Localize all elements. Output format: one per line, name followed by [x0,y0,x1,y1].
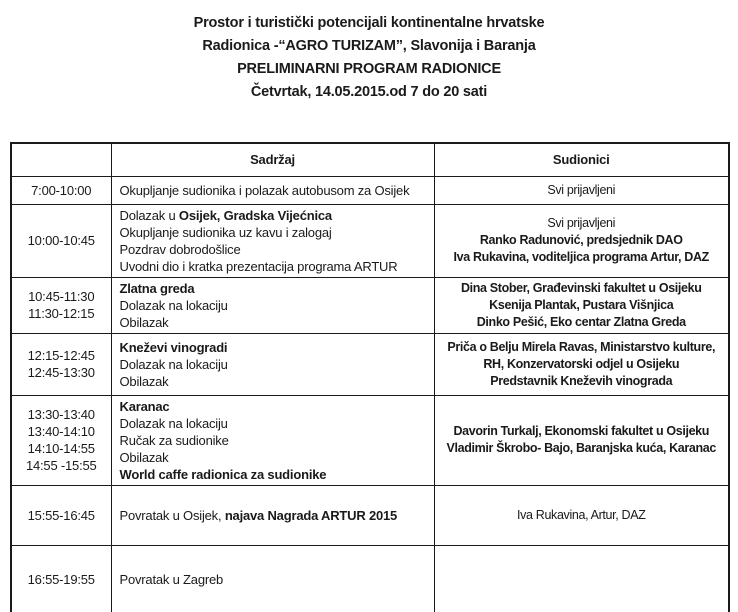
text-segment: Dolazak na lokaciju [119,356,228,372]
participant-line [439,373,725,390]
time-line [16,423,107,440]
content-line [120,466,428,483]
participants-cell [434,277,729,333]
content-line [120,207,428,224]
text-segment: Priča o Belju Mirela Ravas, Ministarstvo kulture, RH, Konzervatorski odjel u Osijeku [447,339,716,371]
participants-cell [434,176,729,204]
program-table-body [11,176,729,612]
table-row [11,176,729,204]
text-segment: 14:10-14:55 [27,441,95,456]
title-line-4: Četvrtak, 14.05.2015.od 7 do 20 sati [250,84,488,100]
text-segment: Okupljanje sudionika uz kavu i zalogaj [119,224,332,240]
text-segment: 10:00-10:45 [27,233,95,248]
title-line-1: Prostor i turistički potencijali kontinentalne hrvatske [193,15,545,31]
time-line [16,507,107,524]
text-segment: Svi prijavljeni [547,182,616,197]
time-line [16,364,107,381]
participant-line [439,249,725,266]
text-segment: Kneževi vinogradi [119,339,228,355]
participant-line [439,440,725,457]
time-cell [11,333,111,395]
time-line [16,232,107,249]
text-segment: 15:55-16:45 [27,507,95,523]
program-table [10,142,730,612]
content-line [120,258,428,275]
text-segment: 13:30-13:40 [27,407,95,422]
participants-cell [434,204,729,277]
content-line [120,356,428,373]
participant-line [439,215,725,232]
content-line [120,241,428,258]
text-segment: Uvodni dio i kratka prezentacija programa ARTUR [119,258,398,274]
time-cell [11,277,111,333]
text-segment: Dina Stober, Građevinski fakultet u Osijeku [460,280,702,295]
title-line-3: PRELIMINARNI PROGRAM RADIONICE [237,61,501,77]
time-line [16,347,107,364]
header-cell-time [11,143,111,176]
text-segment: Ručak za sudionike [119,432,229,448]
text-segment: Pozdrav dobrodošlice [119,241,241,257]
text-segment: Ranko Radunović, predsjednik DAO [479,233,683,247]
text-segment: najava Nagrada ARTUR 2015 [224,507,398,523]
text-segment: 11:30-12:15 [28,306,95,321]
content-cell [111,277,434,333]
text-segment: 16:55-19:55 [27,572,95,588]
participant-line [439,423,725,440]
text-segment: 14:55 -15:55 [25,458,97,473]
program-table-header [11,143,729,176]
participants-cell [434,485,729,545]
title-line-2: Radionica -“AGRO TURIZAM”, Slavonija i Baranja [202,38,536,54]
table-row [11,277,729,333]
text-segment: Povratak u Zagreb [119,572,224,588]
text-segment: Dolazak na lokaciju [119,297,228,313]
participant-line [439,182,725,199]
text-segment: Davorin Turkalj, Ekonomski fakultet u Osijeku [453,424,710,438]
time-cell [11,395,111,485]
time-cell [11,176,111,204]
time-line [16,288,107,305]
text-segment: Zlatna greda [119,280,195,296]
table-row [11,485,729,545]
text-segment: 10:45-11:30 [28,289,95,304]
time-cell [11,204,111,277]
text-segment: Osijek, Gradska Vijećnica [178,207,332,223]
text-segment: Karanac [119,398,170,414]
time-line [16,182,107,199]
content-line [120,432,428,449]
content-line [120,280,428,297]
text-segment: Vladimir Škrobo- Bajo, Baranjska kuća, Karanac [446,441,716,455]
content-line [120,415,428,432]
content-cell [111,545,434,612]
content-line [120,314,428,331]
text-segment: Ksenija Plantak, Pustara Višnjica [489,297,674,312]
text-segment: Dinko Pešić, Eko centar Zlatna Greda [476,314,686,329]
document-title-block [0,0,738,104]
text-segment: Dolazak na lokaciju [119,415,228,431]
participant-line [439,297,725,314]
participant-line [439,280,725,297]
participants-cell [434,395,729,485]
table-row [11,545,729,612]
text-segment: Okupljanje sudionika i polazak autobusom za Osijek [119,182,410,198]
content-line [120,507,428,524]
content-line [120,571,428,588]
text-segment: 12:15-12:45 [27,348,95,363]
header-cell-content: Sadržaj [111,143,434,176]
content-line [120,297,428,314]
text-segment: Predstavnik Kneževih vinograda [490,373,673,388]
content-line [120,182,428,199]
content-line [120,339,428,356]
content-line [120,224,428,241]
content-line [120,398,428,415]
text-segment: Obilazak [119,449,169,465]
content-line [120,449,428,466]
text-segment: World caffe radionica za sudionike [119,466,327,482]
time-line [16,440,107,457]
text-segment: Svi prijavljeni [547,216,616,230]
participants-cell [434,333,729,395]
time-line [16,406,107,423]
time-cell [11,545,111,612]
text-segment: Obilazak [119,373,169,389]
table-row [11,395,729,485]
text-segment: Povratak u Osijek, [119,507,225,523]
content-cell [111,485,434,545]
time-line [16,571,107,588]
text-segment: Iva Rukavina, voditeljica programa Artur, DAZ [453,250,709,264]
content-line [120,373,428,390]
text-segment: Iva Rukavina, Artur, DAZ [517,507,646,522]
participant-line [439,314,725,331]
text-segment: 7:00-10:00 [31,182,92,198]
table-row [11,333,729,395]
participant-line [439,339,725,373]
content-cell [111,176,434,204]
text-segment: 12:45-13:30 [27,365,95,380]
content-cell [111,333,434,395]
participant-line [439,232,725,249]
text-segment: Dolazak u [119,207,179,223]
content-cell [111,204,434,277]
time-line [16,305,107,322]
header-cell-participants: Sudionici [434,143,729,176]
header-row [11,143,729,176]
content-cell [111,395,434,485]
participants-cell [434,545,729,612]
text-segment: 13:40-14:10 [27,424,95,439]
time-cell [11,485,111,545]
text-segment: Obilazak [119,314,169,330]
table-row [11,204,729,277]
participant-line [439,507,725,524]
time-line [16,457,107,474]
